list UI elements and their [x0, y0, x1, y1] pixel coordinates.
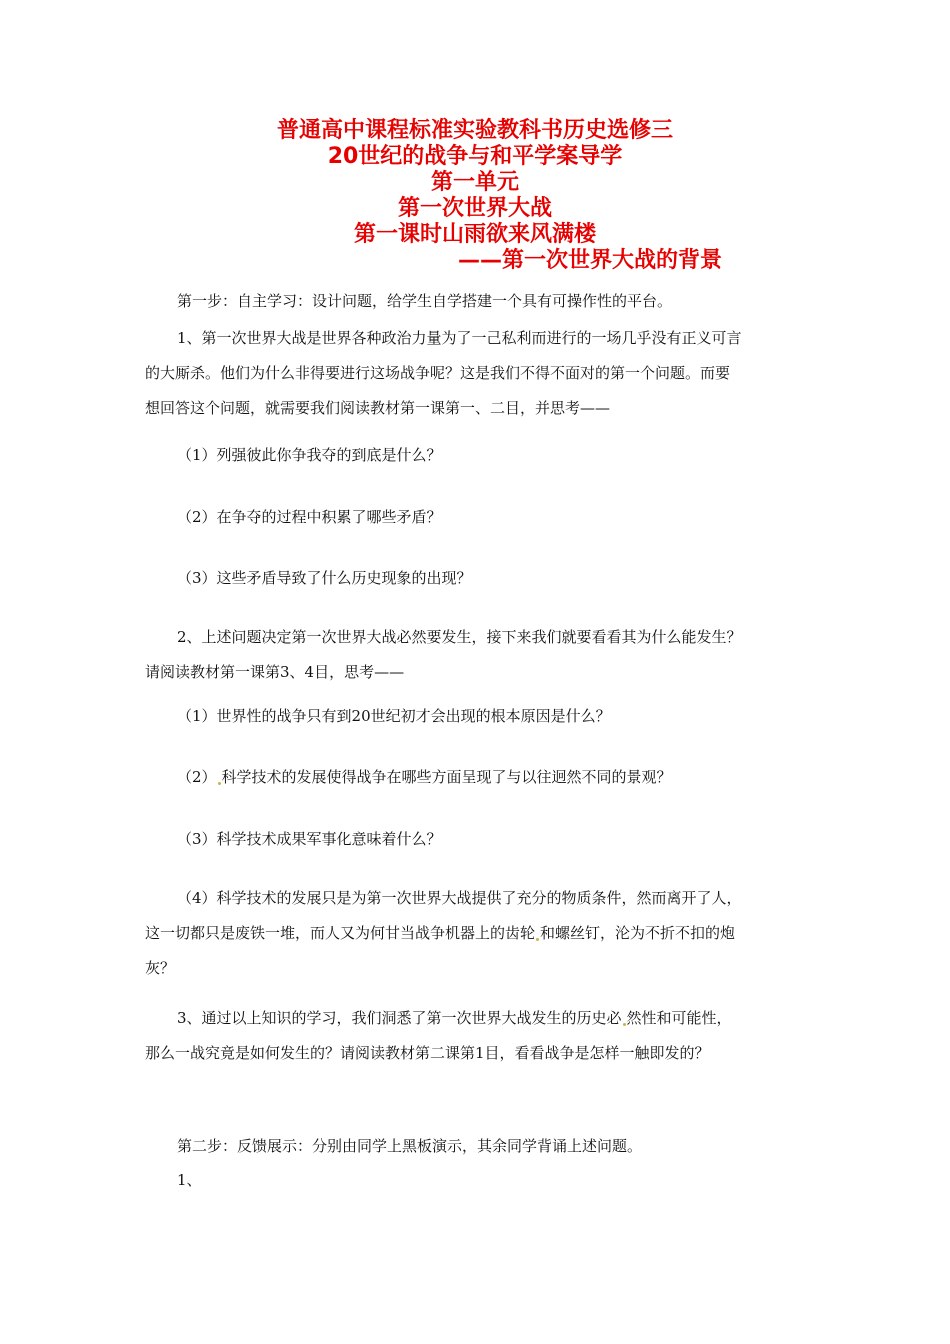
question-2-sub-3: （3）科学技术成果军事化意味着什么？	[177, 830, 442, 848]
question-2-sub-2	[145, 767, 839, 787]
question-2	[145, 620, 807, 690]
question-3-line-2: 那么一战究竟是如何发生的？请阅读教材第二课第1目，看看战争是怎样一触即发的？	[145, 1044, 710, 1062]
question-2-sub-4-line-3: 灰？	[145, 959, 176, 977]
annotation-dot	[536, 938, 539, 941]
question-1-line-3: 想回答这个问题，就需要我们阅读教材第一课第一、二目，并思考——	[145, 399, 611, 417]
step2-heading: 第二步：反馈展示：分别由同学上黑板演示，其余同学背诵上述问题。	[177, 1137, 643, 1155]
title-line-5: 第一课时山雨欲来风满楼	[353, 222, 596, 247]
question-1	[145, 321, 807, 426]
question-2-sub-4-line-2-part-a: 这一切都只是废铁一堆，而人又为何甘当战争机器上的齿轮	[145, 924, 536, 942]
annotation-dot	[218, 782, 221, 785]
question-3	[145, 1001, 807, 1071]
question-1-sub-2: （2）在争夺的过程中积累了哪些矛盾？	[177, 508, 442, 526]
question-1-sub-1: （1）列强彼此你争我夺的到底是什么？	[177, 446, 442, 464]
step2-item-1: 1、	[177, 1171, 202, 1189]
question-2-line-1: 2、上述问题决定第一次世界大战必然要发生，接下来我们就要看看其为什么能发生？	[177, 628, 742, 646]
title-line-2: 20世纪的战争与和平学案导学	[327, 144, 623, 169]
title-line-3: 第一单元	[430, 170, 519, 195]
document-title	[0, 118, 950, 274]
title-line-4: 第一次世界大战	[397, 196, 552, 221]
title-line-1: 普通高中课程标准实验教科书历史选修三	[276, 118, 673, 143]
question-2-line-2: 请阅读教材第一课第3、4目，思考——	[145, 663, 405, 681]
question-2-sub-1: （1）世界性的战争只有到20世纪初才会出现的根本原因是什么？	[177, 707, 611, 725]
step1-heading: 第一步：自主学习：设计问题，给学生自学搭建一个具有可操作性的平台。	[177, 292, 673, 310]
question-2-sub-4-line-1: （4）科学技术的发展只是为第一次世界大战提供了充分的物质条件，然而离开了人，	[177, 889, 742, 907]
question-2-sub-4-line-2	[145, 916, 807, 951]
annotation-dot	[623, 1023, 626, 1026]
question-1-line-1: 1、第一次世界大战是世界各种政治力量为了一己私利而进行的一场几乎没有正义可言	[177, 329, 742, 347]
question-3-line-1-part-a: 3、通过以上知识的学习，我们洞悉了第一次世界大战发生的历史必	[177, 1009, 622, 1027]
question-2-sub-4	[145, 881, 807, 986]
question-2-sub-2-text: 科学技术的发展使得战争在哪些方面呈现了与以往迥然不同的景观？	[221, 768, 672, 786]
question-1-sub-3: （3）这些矛盾导致了什么历史现象的出现？	[177, 569, 472, 587]
question-2-sub-2-number: （2）	[177, 768, 217, 786]
question-1-line-2: 的大厮杀。他们为什么非得要进行这场战争呢？这是我们不得不面对的第一个问题。而要	[145, 364, 731, 382]
question-3-line-1	[145, 1001, 807, 1036]
question-2-sub-4-line-2-part-b: 和螺丝钉，沦为不折不扣的炮	[540, 924, 736, 942]
title-line-6: ——第一次世界大战的背景	[457, 248, 722, 273]
question-3-line-1-part-b: 然性和可能性，	[626, 1009, 732, 1027]
